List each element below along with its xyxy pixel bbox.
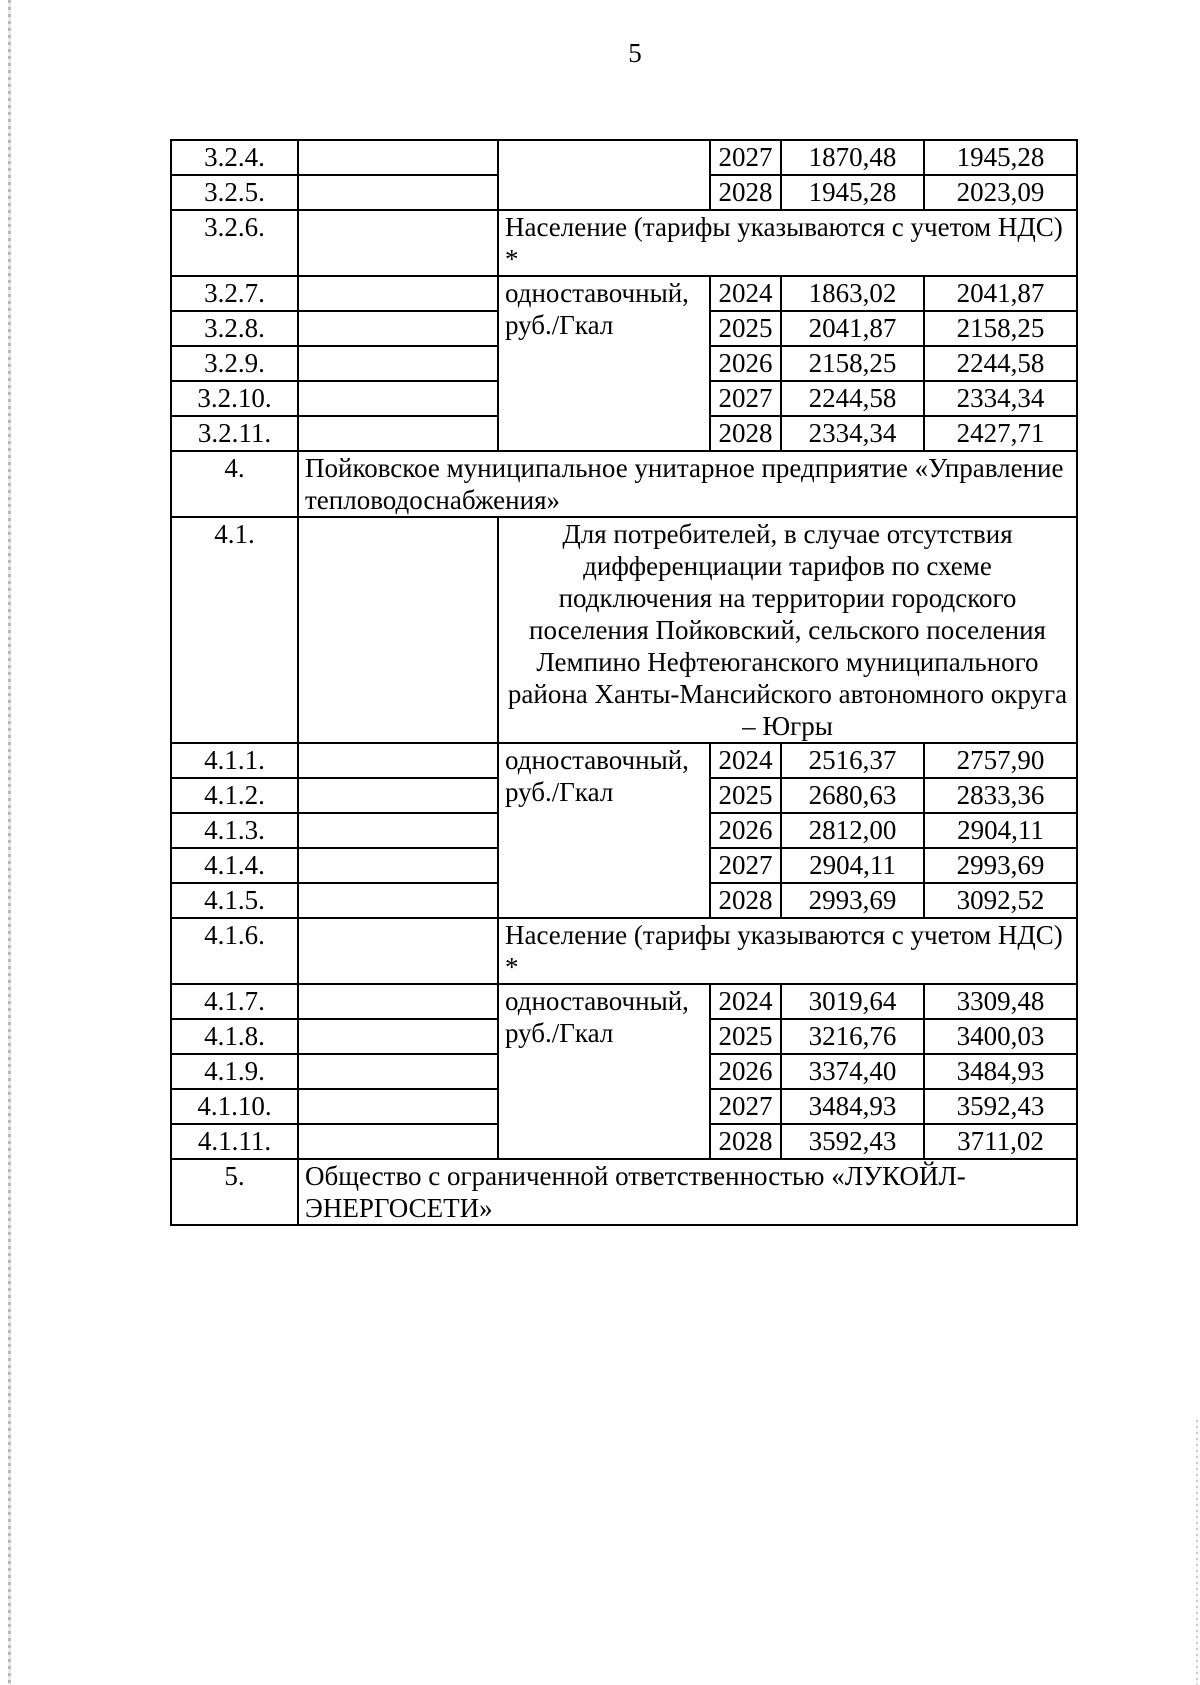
tariff-second-half: 2334,34 bbox=[924, 381, 1077, 416]
row-number: 3.2.6. bbox=[171, 210, 298, 276]
tariff-second-half: 3309,48 bbox=[924, 984, 1077, 1019]
year-cell: 2027 bbox=[710, 140, 781, 175]
table-row bbox=[171, 451, 1077, 517]
tariff-first-half: 3592,43 bbox=[781, 1124, 924, 1159]
scan-edge-right bbox=[1196, 1420, 1198, 1685]
row-number: 3.2.5. bbox=[171, 175, 298, 210]
empty-cell bbox=[298, 918, 498, 984]
empty-cell bbox=[298, 848, 498, 883]
row-number: 4.1.9. bbox=[171, 1054, 298, 1089]
table-row bbox=[171, 1159, 1077, 1225]
tariff-second-half: 2427,71 bbox=[924, 416, 1077, 451]
row-number: 4.1.5. bbox=[171, 883, 298, 918]
tariff-second-half: 3711,02 bbox=[924, 1124, 1077, 1159]
year-cell: 2025 bbox=[710, 778, 781, 813]
tariff-table bbox=[170, 139, 1078, 1226]
organization-name: Пойковское муниципальное унитарное предприятие «Управление тепловодоснабжения» bbox=[298, 451, 1077, 517]
tariff-first-half: 2244,58 bbox=[781, 381, 924, 416]
year-cell: 2026 bbox=[710, 1054, 781, 1089]
year-cell: 2028 bbox=[710, 175, 781, 210]
row-number: 5. bbox=[171, 1159, 298, 1225]
row-number: 3.2.10. bbox=[171, 381, 298, 416]
row-number: 4.1.8. bbox=[171, 1019, 298, 1054]
row-number: 4. bbox=[171, 451, 298, 517]
consumer-group-description: Для потребителей, в случае отсутствия дифференциации тарифов по схеме подключения на территории городского поселения Пойковский, сельского поселения Лемпино Нефтеюганского муниципального района Ханты-Мансийского автономного округа – Югры bbox=[498, 517, 1077, 743]
tariff-second-half: 3092,52 bbox=[924, 883, 1077, 918]
tariff-first-half: 3374,40 bbox=[781, 1054, 924, 1089]
type-cell bbox=[498, 140, 710, 210]
empty-cell bbox=[298, 1054, 498, 1089]
table-row bbox=[171, 984, 1077, 1019]
population-header: Население (тарифы указываются с учетом НДС) * bbox=[498, 918, 1077, 984]
row-number: 4.1.3. bbox=[171, 813, 298, 848]
empty-cell bbox=[298, 140, 498, 175]
tariff-first-half: 3019,64 bbox=[781, 984, 924, 1019]
empty-cell bbox=[298, 346, 498, 381]
tariff-first-half: 2993,69 bbox=[781, 883, 924, 918]
row-number: 3.2.9. bbox=[171, 346, 298, 381]
row-number: 3.2.11. bbox=[171, 416, 298, 451]
year-cell: 2025 bbox=[710, 1019, 781, 1054]
table-row bbox=[171, 918, 1077, 984]
tariff-second-half: 2904,11 bbox=[924, 813, 1077, 848]
tariff-second-half: 2757,90 bbox=[924, 743, 1077, 778]
tariff-first-half: 1863,02 bbox=[781, 276, 924, 311]
empty-cell bbox=[298, 1124, 498, 1159]
empty-cell bbox=[298, 743, 498, 778]
tariff-first-half: 3484,93 bbox=[781, 1089, 924, 1124]
row-number: 4.1.4. bbox=[171, 848, 298, 883]
row-number: 3.2.8. bbox=[171, 311, 298, 346]
tariff-first-half: 2812,00 bbox=[781, 813, 924, 848]
row-number: 3.2.4. bbox=[171, 140, 298, 175]
row-number: 4.1. bbox=[171, 517, 298, 743]
empty-cell bbox=[298, 1089, 498, 1124]
year-cell: 2024 bbox=[710, 984, 781, 1019]
tariff-type: одноставочный, руб./Гкал bbox=[498, 743, 710, 918]
row-number: 4.1.2. bbox=[171, 778, 298, 813]
year-cell: 2026 bbox=[710, 346, 781, 381]
year-cell: 2027 bbox=[710, 848, 781, 883]
table-row bbox=[171, 210, 1077, 276]
tariff-first-half: 3216,76 bbox=[781, 1019, 924, 1054]
tariff-second-half: 2023,09 bbox=[924, 175, 1077, 210]
tariff-first-half: 2516,37 bbox=[781, 743, 924, 778]
year-cell: 2025 bbox=[710, 311, 781, 346]
tariff-first-half: 2158,25 bbox=[781, 346, 924, 381]
tariff-second-half: 1945,28 bbox=[924, 140, 1077, 175]
empty-cell bbox=[298, 813, 498, 848]
scan-edge-left bbox=[8, 0, 11, 1685]
tariff-second-half: 2244,58 bbox=[924, 346, 1077, 381]
row-number: 4.1.11. bbox=[171, 1124, 298, 1159]
tariff-second-half: 3592,43 bbox=[924, 1089, 1077, 1124]
tariff-first-half: 1870,48 bbox=[781, 140, 924, 175]
empty-cell bbox=[298, 984, 498, 1019]
empty-cell bbox=[298, 210, 498, 276]
tariff-second-half: 2158,25 bbox=[924, 311, 1077, 346]
table-row bbox=[171, 140, 1077, 175]
row-number: 3.2.7. bbox=[171, 276, 298, 311]
row-number: 4.1.7. bbox=[171, 984, 298, 1019]
tariff-second-half: 2993,69 bbox=[924, 848, 1077, 883]
year-cell: 2028 bbox=[710, 883, 781, 918]
table-row bbox=[171, 743, 1077, 778]
year-cell: 2027 bbox=[710, 1089, 781, 1124]
tariff-first-half: 1945,28 bbox=[781, 175, 924, 210]
tariff-type: одноставочный, руб./Гкал bbox=[498, 984, 710, 1159]
row-number: 4.1.10. bbox=[171, 1089, 298, 1124]
year-cell: 2028 bbox=[710, 416, 781, 451]
empty-cell bbox=[298, 416, 498, 451]
organization-name: Общество с ограниченной ответственностью «ЛУКОЙЛ-ЭНЕРГОСЕТИ» bbox=[298, 1159, 1077, 1225]
year-cell: 2028 bbox=[710, 1124, 781, 1159]
population-header: Население (тарифы указываются с учетом НДС) * bbox=[498, 210, 1077, 276]
tariff-first-half: 2680,63 bbox=[781, 778, 924, 813]
empty-cell bbox=[298, 175, 498, 210]
tariff-second-half: 2041,87 bbox=[924, 276, 1077, 311]
table-row bbox=[171, 276, 1077, 311]
tariff-first-half: 2041,87 bbox=[781, 311, 924, 346]
table-row bbox=[171, 517, 1077, 743]
empty-cell bbox=[298, 517, 498, 743]
page-number: 5 bbox=[628, 38, 642, 68]
empty-cell bbox=[298, 778, 498, 813]
empty-cell bbox=[298, 883, 498, 918]
tariff-second-half: 3400,03 bbox=[924, 1019, 1077, 1054]
year-cell: 2027 bbox=[710, 381, 781, 416]
row-number: 4.1.6. bbox=[171, 918, 298, 984]
empty-cell bbox=[298, 1019, 498, 1054]
row-number: 4.1.1. bbox=[171, 743, 298, 778]
empty-cell bbox=[298, 276, 498, 311]
year-cell: 2024 bbox=[710, 743, 781, 778]
empty-cell bbox=[298, 381, 498, 416]
tariff-second-half: 2833,36 bbox=[924, 778, 1077, 813]
tariff-type: одноставочный, руб./Гкал bbox=[498, 276, 710, 451]
year-cell: 2026 bbox=[710, 813, 781, 848]
empty-cell bbox=[298, 311, 498, 346]
year-cell: 2024 bbox=[710, 276, 781, 311]
tariff-second-half: 3484,93 bbox=[924, 1054, 1077, 1089]
tariff-first-half: 2904,11 bbox=[781, 848, 924, 883]
tariff-first-half: 2334,34 bbox=[781, 416, 924, 451]
